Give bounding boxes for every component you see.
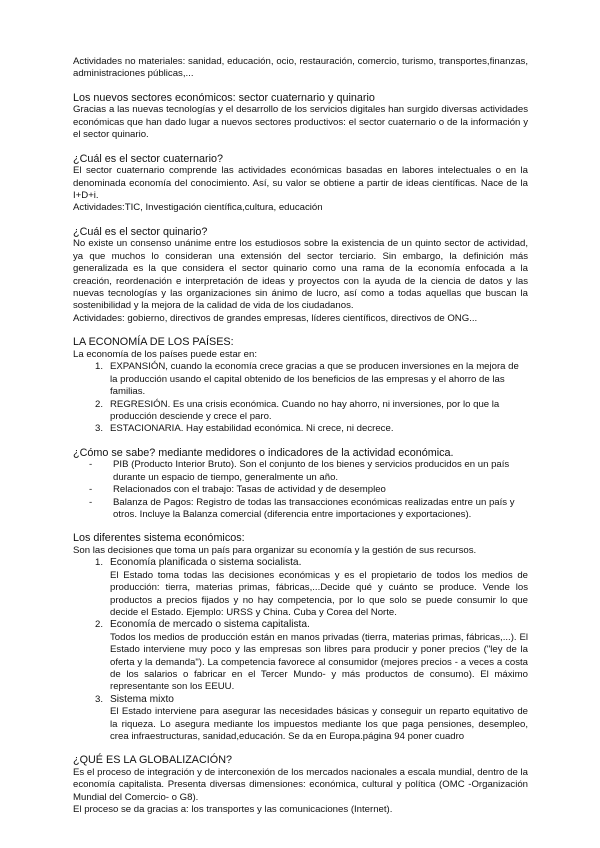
list-number: 2. bbox=[94, 398, 103, 410]
globalizacion-paragraph: Es el proceso de integración y de interconexión de los mercados nacionales a escala mundial, dentro de la economía capitalista. Presenta diversas dimensiones: económica, cultural y política (OMC -Organización Mundial del Comercio- o G8). bbox=[73, 767, 528, 803]
heading-economia-paises: LA ECONOMÍA DE LOS PAÍSES: bbox=[73, 336, 234, 349]
sistema-body: El Estado toma todas las decisiones económicas y es el propietario de todos los medios de producción: tierra, materias primas, fábricas,...Decide qué y cuánto se produce. Vende los productos a precios fijados y no hay competencia, por lo que solo se puede consumir lo que decide el Estado. Ejemplo: URSS y China. Cuba y Corea del Norte. bbox=[110, 569, 528, 618]
list-item-text: EXPANSIÓN, cuando la economía crece gracias a que se producen inversiones en la mejora de la producción usando el capital obtenido de los beneficios de las empresas y el ahorro de las familias. bbox=[110, 361, 519, 398]
sistema-title: Sistema mixto bbox=[110, 693, 174, 705]
list-item-text: REGRESIÓN. Es una crisis económica. Cuando no hay ahorro, ni inversiones, por lo que la producción desciende y crece el paro. bbox=[110, 398, 500, 422]
heading-nuevos-sectores: Los nuevos sectores económicos: sector cuaternario y quinario bbox=[73, 91, 375, 104]
heading-sistemas-economicos: Los diferentes sistema económicos: bbox=[73, 532, 245, 545]
list-item-text: Balanza de Pagos: Registro de todas las transacciones económicas realizadas entre un país y otros. Incluye la Balanza comercial (diferencia entre importaciones y exportaciones). bbox=[113, 496, 515, 520]
list-item bbox=[73, 557, 528, 619]
list-item bbox=[73, 361, 528, 398]
list-item bbox=[73, 497, 528, 522]
dash-bullet: - bbox=[89, 484, 93, 496]
list-item bbox=[73, 399, 528, 424]
list-item bbox=[73, 459, 528, 484]
economia-list bbox=[73, 361, 528, 435]
economia-intro: La economía de los países puede estar en: bbox=[73, 348, 258, 360]
sistemas-intro: Son las decisiones que toma un país para organizar su economía y la gestión de sus recursos. bbox=[73, 544, 477, 556]
list-item bbox=[73, 694, 528, 744]
dash-bullet: - bbox=[89, 459, 93, 471]
list-item bbox=[73, 619, 528, 693]
heading-indicadores: ¿Cómo se sabe? mediante medidores o indicadores de la actividad económica. bbox=[73, 446, 454, 459]
list-item bbox=[73, 484, 528, 496]
heading-sector-cuaternario: ¿Cuál es el sector cuaternario? bbox=[73, 152, 224, 165]
sistema-title: Economía de mercado o sistema capitalista. bbox=[110, 619, 310, 631]
globalizacion-paragraph-2: El proceso se da gracias a: los transportes y las comunicaciones (Internet). bbox=[73, 804, 393, 816]
nuevos-sectores-paragraph: Gracias a las nuevas tecnologías y el desarrollo de los servicios digitales han surgido diversas actividades económicas que han dado lugar a nuevos sectores productivos: el sector cuaternario o de la información y el sector quinario. bbox=[73, 104, 528, 141]
quinario-paragraph: No existe un consenso unánime entre los estudiosos sobre la existencia de un quinto sector de actividad, ya que muchos lo consideran una extensión del sector terciario. Sin embargo, la definición más generalizada es la que considera el sector quinario como una rama de la economía enfocada a la creación, reordenación e interpretación de ideas y proyectos con la ayuda de la ciencia de datos y las nuevas tecnologías y las organizaciones sin ánimo de lucro, así como a todas aquellas que buscan la sostenibilidad y la mejora de la calidad de vida de los ciudadanos. bbox=[73, 238, 528, 312]
list-number: 1. bbox=[94, 361, 103, 373]
sistema-body: El Estado interviene para asegurar las necesidades básicas y conseguir un reparto equitativo de la riqueza. Lo asegura mediante los impuestos mediante los que paga pensiones, desempleo, crea infraestructuras, sanidad,educación. Se da en Europa.página 94 poner cuadro bbox=[110, 706, 528, 743]
list-number: 3. bbox=[94, 423, 103, 435]
dash-bullet: - bbox=[89, 496, 93, 508]
cuaternario-paragraph: El sector cuaternario comprende las actividades económicas basadas en labores intelectuales o en la denominada economía del conocimiento. Así, su valor se obtiene a partir de ideas científicas. Nace de la I+D+i. bbox=[73, 165, 528, 202]
list-item-text: ESTACIONARIA. Hay estabilidad económica. Ni crece, ni decrece. bbox=[110, 423, 394, 435]
list-number: 1. bbox=[94, 557, 103, 569]
cuaternario-activities: Actividades:TIC, Investigación científica,cultura, educación bbox=[73, 202, 323, 214]
list-item bbox=[73, 423, 528, 435]
sistema-title: Economía planificada o sistema socialista. bbox=[110, 557, 302, 569]
heading-globalizacion: ¿QUÉ ES LA GLOBALIZACIÓN? bbox=[73, 754, 233, 767]
list-item-text: Relacionados con el trabajo: Tasas de actividad y de desempleo bbox=[113, 484, 386, 496]
list-item-text: PIB (Producto Interior Bruto). Son el conjunto de los bienes y servicios producidos en un país durante un espacio de tiempo, generalmente un año. bbox=[113, 459, 510, 483]
intro-paragraph: Actividades no materiales: sanidad, educación, ocio, restauración, comercio, turismo, transportes,finanzas, administraciones públicas,... bbox=[73, 56, 528, 80]
heading-sector-quinario: ¿Cuál es el sector quinario? bbox=[73, 225, 208, 238]
indicadores-list bbox=[73, 459, 528, 521]
sistemas-list bbox=[73, 557, 528, 743]
document-page bbox=[73, 56, 528, 817]
list-number: 2. bbox=[94, 619, 103, 631]
list-number: 3. bbox=[94, 693, 103, 705]
quinario-activities: Actividades: gobierno, directivos de grandes empresas, líderes científicos, directivos de ONG... bbox=[73, 312, 478, 324]
sistema-body: Todos los medios de producción están en manos privadas (tierra, materias primas, fábricas,...). El Estado interviene muy poco y las empresas son libres para producir y poner precios ("ley de la oferta y la demanda"). La competencia favorece al consumidor (mejores precios - a veces a costa de los salarios o fabricar en el Tercer Mundo- y más productos de consumo). El máximo representante son los EEUU. bbox=[110, 631, 528, 693]
